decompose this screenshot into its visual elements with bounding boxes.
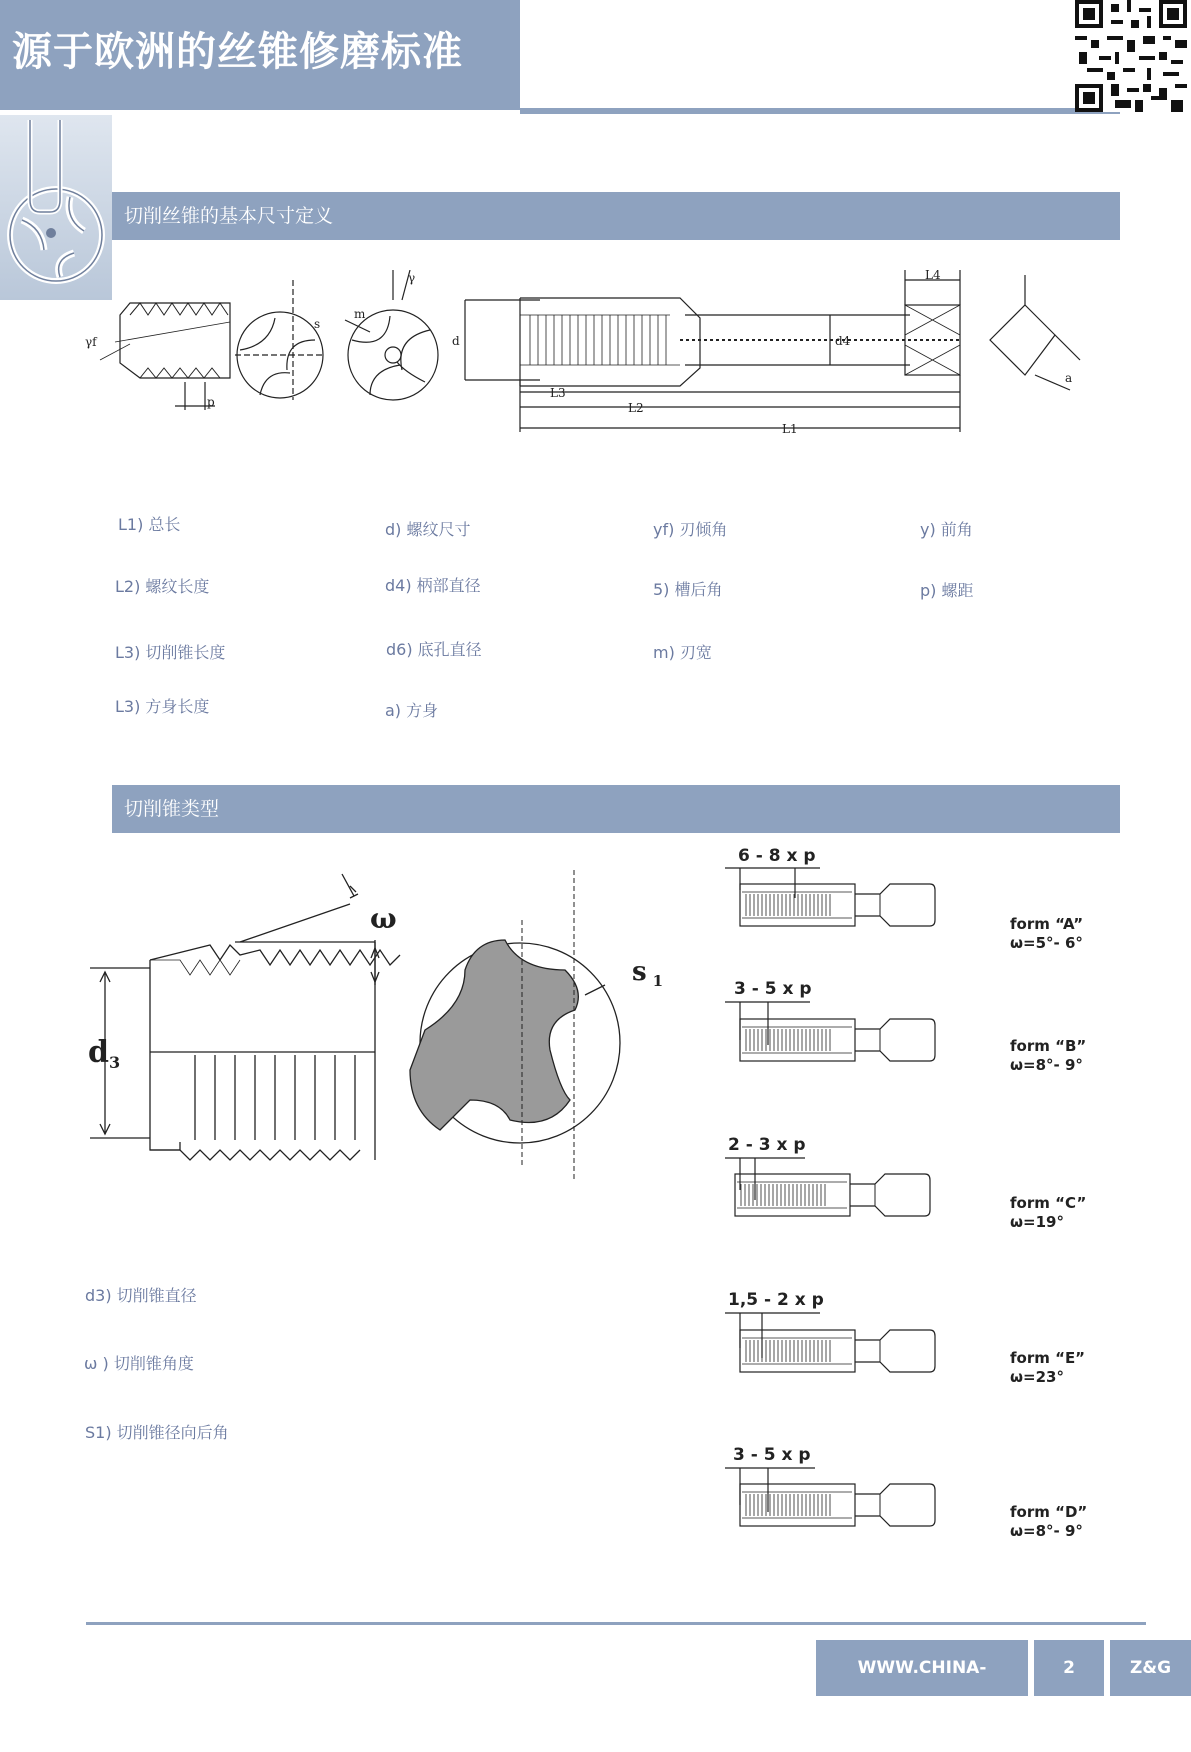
- label-p: p: [207, 395, 215, 409]
- def-d: d) 螺纹尺寸: [385, 520, 471, 539]
- form-e-pitch: 1,5 - 2 x p: [728, 1290, 824, 1310]
- def-s1: S1) 切削锥径向后角: [85, 1423, 229, 1442]
- def-omega: ω ) 切削锥角度: [84, 1354, 194, 1373]
- form-b-pitch: 3 - 5 x p: [734, 979, 812, 999]
- form-e-label: form “E” ω=23°: [1010, 1349, 1086, 1386]
- chamfer-diagram: [80, 860, 680, 1190]
- def-l2: L2) 螺纹长度: [115, 577, 210, 596]
- def-l1: L1) 总长: [118, 515, 181, 534]
- section-header-chamfer-types: [112, 785, 1120, 833]
- label-a: a: [1065, 371, 1073, 385]
- page-title: 源于欧洲的丝锥修磨标准: [12, 29, 463, 75]
- label-omega: ω: [370, 902, 397, 935]
- form-a-pitch: 6 - 8 x p: [738, 846, 816, 866]
- tap-dimension-diagram: [80, 270, 1180, 450]
- form-d-label: form “D” ω=8°- 9°: [1010, 1503, 1088, 1540]
- def-l3: L3) 切削锥长度: [115, 643, 226, 662]
- def-y: y) 前角: [920, 520, 973, 539]
- label-l1: L1: [782, 422, 798, 436]
- form-b-label: form “B” ω=8°- 9°: [1010, 1037, 1087, 1074]
- def-d3: d3) 切削锥直径: [85, 1286, 197, 1305]
- form-c-label: form “C” ω=19°: [1010, 1194, 1087, 1231]
- qr-code-icon: [1075, 0, 1187, 112]
- label-gamma: γ: [408, 271, 416, 285]
- def-m: m) 刃宽: [653, 643, 712, 662]
- def-l3-square: L3) 方身长度: [115, 697, 210, 716]
- label-m: m: [354, 307, 366, 321]
- def-d4: d4) 柄部直径: [385, 576, 481, 595]
- label-s1: s $_1$: [632, 957, 664, 990]
- def-yf: yf) 刃倾角: [653, 520, 728, 539]
- footer-website: WWW.CHINA-ZGTECH.COM: [816, 1640, 1028, 1696]
- label-yf: γf: [85, 335, 97, 349]
- section-header-basic-dimensions: [112, 192, 1120, 240]
- form-c-pitch: 2 - 3 x p: [728, 1135, 806, 1155]
- def-a: a) 方身: [385, 701, 439, 720]
- form-a-label: form “A” ω=5°- 6°: [1010, 915, 1084, 952]
- label-l4: L4: [925, 270, 941, 282]
- label-s: s: [314, 317, 321, 331]
- footer-page-number: 2: [1034, 1640, 1104, 1696]
- section-title: 切削锥类型: [124, 798, 220, 820]
- label-l2: L2: [628, 401, 644, 415]
- label-d4: d4: [835, 334, 851, 348]
- tap-forms-diagram: [720, 840, 980, 1550]
- def-d6: d6) 底孔直径: [386, 640, 482, 659]
- header-rule: [520, 108, 1120, 114]
- title-bar: [0, 0, 520, 110]
- def-5: 5) 槽后角: [653, 580, 723, 599]
- footer-rule: [86, 1622, 1146, 1625]
- form-d-pitch: 3 - 5 x p: [733, 1445, 811, 1465]
- def-p: p) 螺距: [920, 581, 974, 600]
- label-d: d: [452, 334, 460, 348]
- label-l3: L3: [550, 386, 566, 400]
- label-d3: $d_3$: [88, 1035, 121, 1072]
- section-title: 切削丝锥的基本尺寸定义: [124, 205, 334, 227]
- footer-brand: Z&G: [1110, 1640, 1191, 1696]
